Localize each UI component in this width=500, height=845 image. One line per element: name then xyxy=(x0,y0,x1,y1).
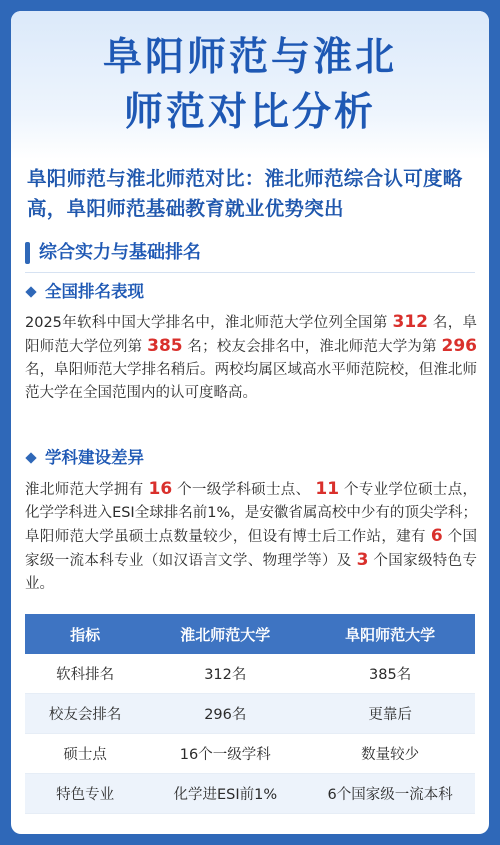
comparison-table xyxy=(25,614,475,814)
ranking-text-d: 名，阜阳师范大学排名稍后。两校均属区域高水平师范院校，但淮北师范大学在全国范围内的认可度略高。 xyxy=(25,362,477,401)
table-cell: 化学进ESI前1% xyxy=(145,774,305,814)
discipline-heading xyxy=(25,445,144,471)
discipline-text-a: 淮北师范大学拥有 xyxy=(25,482,149,498)
page-title-line-2: 师范对比分析 xyxy=(123,90,376,135)
ranking-heading xyxy=(25,279,144,305)
table-cell: 软科排名 xyxy=(25,654,145,694)
diamond-bullet-icon xyxy=(25,286,36,297)
diamond-bullet-icon xyxy=(25,452,36,463)
discipline-num-a: 16 xyxy=(148,479,173,499)
section-title: 综合实力与基础排名 xyxy=(39,242,201,263)
hero-banner xyxy=(11,11,489,159)
article-card xyxy=(11,11,489,834)
ranking-num-a: 312 xyxy=(392,312,429,332)
table-row xyxy=(25,694,475,734)
discipline-paragraph xyxy=(25,478,477,596)
ranking-text-b: 名，阜阳师范大学位列第 xyxy=(25,315,477,355)
discipline-heading-text: 学科建设差异 xyxy=(45,448,144,467)
table-cell: 数量较少 xyxy=(305,734,475,774)
table-header-cell: 指标 xyxy=(25,614,145,654)
table-cell: 6个国家级一流本科 xyxy=(305,774,475,814)
table-row xyxy=(25,654,475,694)
ranking-num-c: 296 xyxy=(441,336,478,356)
discipline-num-c: 6 xyxy=(430,526,443,546)
discipline-num-d: 3 xyxy=(356,550,369,570)
table-header-cell: 淮北师范大学 xyxy=(145,614,305,654)
section-header xyxy=(25,236,475,273)
page-title-line-1: 阜阳师范与淮北 xyxy=(102,35,397,80)
ranking-text-a: 2025年软科中国大学排名中，淮北师范大学位列全国第 xyxy=(25,315,393,331)
ranking-num-b: 385 xyxy=(147,336,183,356)
discipline-text-b: 个一级学科硕士点、 xyxy=(172,482,316,498)
table-cell: 硕士点 xyxy=(25,734,145,774)
table-cell: 296名 xyxy=(145,694,305,734)
discipline-num-b: 11 xyxy=(315,479,340,499)
ranking-paragraph xyxy=(25,311,477,405)
table-row xyxy=(25,774,475,814)
discipline-text-e: 个国家级特色专业。 xyxy=(25,553,477,592)
table-cell: 更靠后 xyxy=(305,694,475,734)
ranking-text-c: 名；校友会排名中，淮北师范大学为第 xyxy=(182,339,442,355)
table-header-row xyxy=(25,614,475,654)
table-cell: 校友会排名 xyxy=(25,694,145,734)
ranking-heading-text: 全国排名表现 xyxy=(45,282,144,301)
table-cell: 312名 xyxy=(145,654,305,694)
table-cell: 特色专业 xyxy=(25,774,145,814)
table-row xyxy=(25,734,475,774)
section-accent-bar xyxy=(25,242,30,264)
discipline-text-d: 个国家级一流本科专业（如汉语言文学、物理学等）及 xyxy=(25,529,478,569)
discipline-text-c: 个专业学位硕士点，化学学科进入ESI全球排名前1%，是安徽省属高校中少有的顶尖学科；阜阳师范大学虽硕士点数量较少，但设有博士后工作站，建有 xyxy=(25,482,478,545)
page-subtitle: 阜阳师范与淮北师范对比：淮北师范综合认可度略高，阜阳师范基础教育就业优势突出 xyxy=(27,167,463,220)
table-cell: 16个一级学科 xyxy=(145,734,305,774)
table-header-cell: 阜阳师范大学 xyxy=(305,614,475,654)
table-cell: 385名 xyxy=(305,654,475,694)
